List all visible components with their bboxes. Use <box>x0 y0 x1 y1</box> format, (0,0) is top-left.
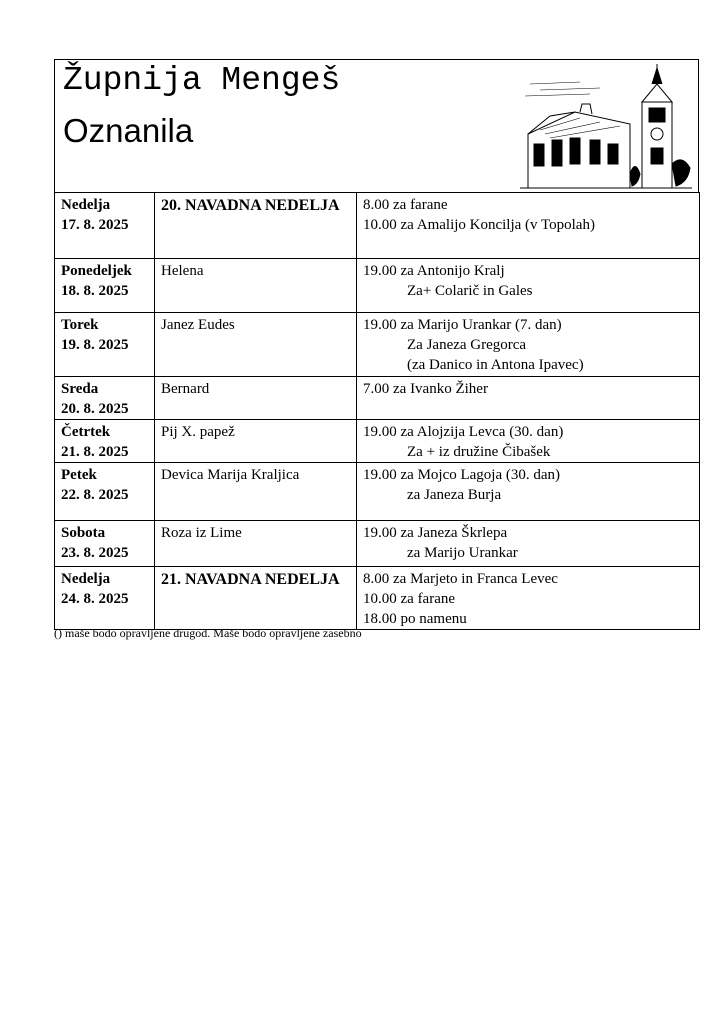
mass-intention: 19.00 za Marijo Urankar (7. dan) <box>363 317 562 333</box>
mass-intention: 8.00 za Marjeto in Franca Levec <box>363 571 558 587</box>
mass-intention: Za+ Colarič in Gales <box>407 283 533 299</box>
page-subtitle: Oznanila <box>63 112 194 149</box>
mass-intention: 19.00 za Alojzija Levca (30. dan) <box>363 424 564 440</box>
masses-cell <box>357 313 700 377</box>
day-name: Ponedeljek <box>61 263 132 279</box>
day-date: 18. 8. 2025 <box>61 283 129 299</box>
day-date: 20. 8. 2025 <box>61 401 129 417</box>
footnote: () maše bodo opravljene drugod. Maše bodo opravljene zasebno <box>54 626 362 640</box>
day-date: 21. 8. 2025 <box>61 444 129 460</box>
mass-intention: 19.00 za Mojco Lagoja (30. dan) <box>363 467 561 483</box>
table-row <box>55 377 700 420</box>
table-row <box>55 463 700 521</box>
day-name: Nedelja <box>61 571 111 587</box>
day-name: Torek <box>61 317 99 333</box>
table-row <box>55 193 700 259</box>
mass-intention: 8.00 za farane <box>363 197 448 213</box>
table-row <box>55 521 700 567</box>
announcement-sheet <box>54 59 699 630</box>
mass-intention: 10.00 za farane <box>363 591 456 607</box>
feast-cell: Pij X. papež <box>155 420 357 463</box>
feast-cell: Devica Marija Kraljica <box>155 463 357 521</box>
masses-cell <box>357 193 700 259</box>
feast-cell: 20. NAVADNA NEDELJA <box>155 193 357 259</box>
table-row <box>55 567 700 630</box>
day-cell <box>55 377 155 420</box>
header <box>54 59 699 192</box>
mass-intention: za Janeza Burja <box>407 487 502 503</box>
mass-intention: 7.00 za Ivanko Žiher <box>363 381 488 397</box>
masses-cell <box>357 259 700 313</box>
masses-cell <box>357 463 700 521</box>
parish-title: Župnija Mengeš <box>63 62 341 99</box>
mass-intention: 19.00 za Antonijo Kralj <box>363 263 505 279</box>
day-name: Nedelja <box>61 197 111 213</box>
day-date: 17. 8. 2025 <box>61 217 129 233</box>
table-row <box>55 313 700 377</box>
day-cell <box>55 313 155 377</box>
table-row <box>55 259 700 313</box>
masses-cell <box>357 521 700 567</box>
mass-intention: 10.00 za Amalijo Koncilja (v Topolah) <box>363 217 595 233</box>
masses-cell <box>357 420 700 463</box>
table-row <box>55 420 700 463</box>
feast-cell: Roza iz Lime <box>155 521 357 567</box>
day-cell <box>55 193 155 259</box>
day-date: 19. 8. 2025 <box>61 337 129 353</box>
day-cell <box>55 463 155 521</box>
church-illustration <box>520 64 692 190</box>
day-cell <box>55 567 155 630</box>
day-cell <box>55 521 155 567</box>
day-cell <box>55 259 155 313</box>
feast-cell: Bernard <box>155 377 357 420</box>
schedule-table <box>54 192 700 630</box>
day-name: Sreda <box>61 381 99 397</box>
day-name: Sobota <box>61 525 106 541</box>
masses-cell <box>357 377 700 420</box>
feast-cell: 21. NAVADNA NEDELJA <box>155 567 357 630</box>
mass-intention: 19.00 za Janeza Škrlepa <box>363 525 508 541</box>
day-name: Petek <box>61 467 97 483</box>
mass-intention: 18.00 po namenu <box>363 611 467 627</box>
feast-cell: Janez Eudes <box>155 313 357 377</box>
feast-cell: Helena <box>155 259 357 313</box>
day-date: 24. 8. 2025 <box>61 591 129 607</box>
day-cell <box>55 420 155 463</box>
mass-intention: Za Janeza Gregorca <box>407 337 527 353</box>
day-name: Četrtek <box>61 424 111 440</box>
mass-intention: (za Danico in Antona Ipavec) <box>407 357 584 373</box>
mass-intention: Za + iz družine Čibašek <box>407 444 551 460</box>
mass-intention: za Marijo Urankar <box>407 545 518 561</box>
day-date: 23. 8. 2025 <box>61 545 129 561</box>
masses-cell <box>357 567 700 630</box>
day-date: 22. 8. 2025 <box>61 487 129 503</box>
